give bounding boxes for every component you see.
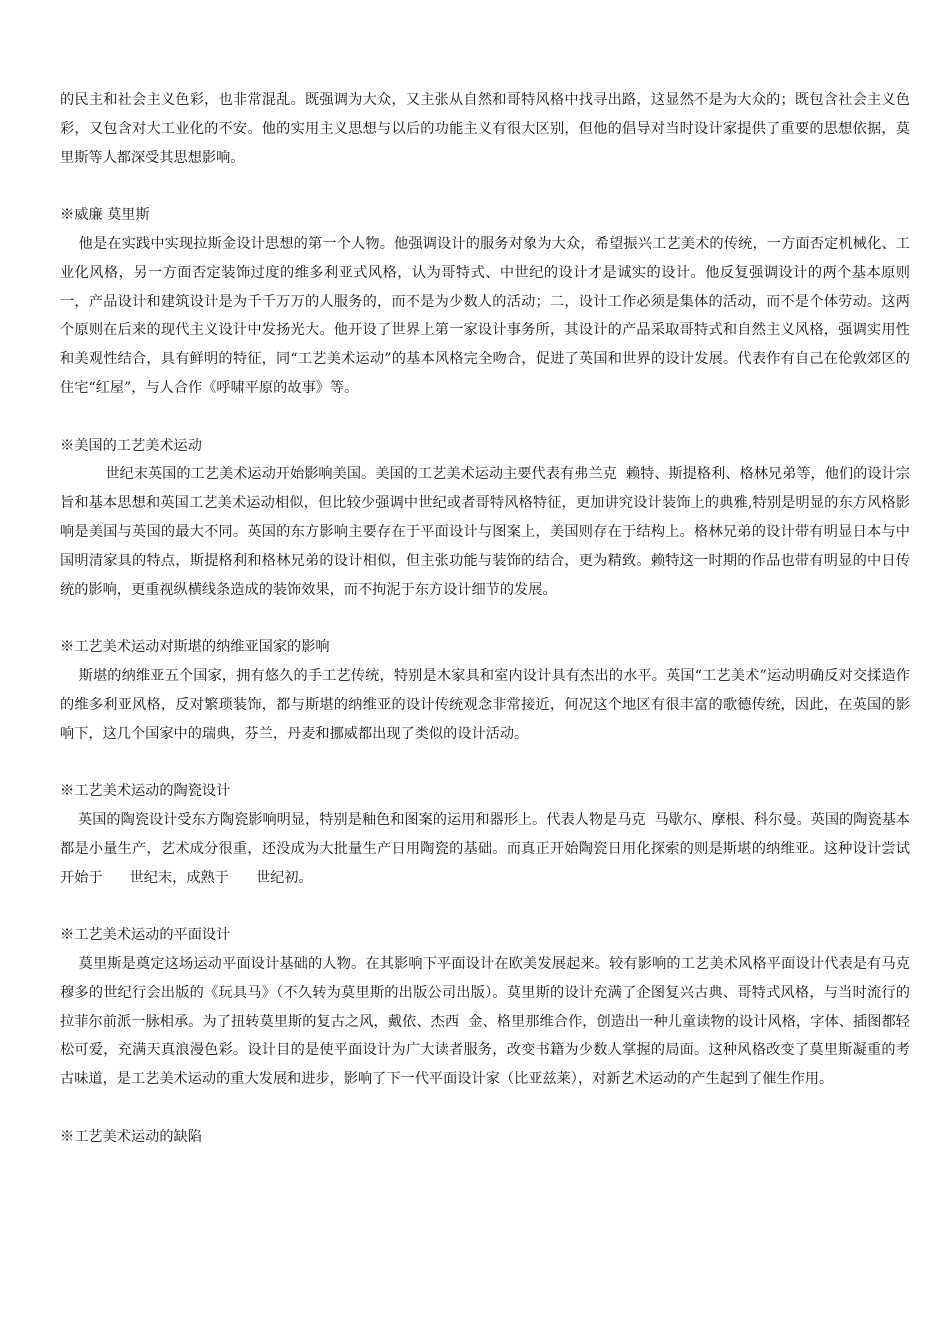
section-heading: ※工艺美术运动的缺陷: [60, 1128, 202, 1145]
document-page: [60, 86, 915, 1151]
intro-paragraph: 的民主和社会主义色彩，也非常混乱。既强调为大众，又主张从自然和哥特风格中找寻出路，这显然不是为大众的；既包含社会主义色彩，又包含对大工业化的不安。他的实用主义思想与以后的功能主义有很大区别，但他的倡导对当时设计家提供了重要的思想依据，莫里斯等人都深受其思想影响。: [60, 92, 910, 166]
section-paragraph: 斯堪的纳维亚五个国家，拥有悠久的手工艺传统，特别是木家具和室内设计具有杰出的水平。英国“工艺美术”运动明确反对交揉造作的维多利亚风格，反对繁琐装饰，都与斯堪的纳维亚的设计传统观念非常接近，何况这个地区有很丰富的歌德传统，因此，在英国的影响下，这几个国家中的瑞典，芬兰，丹麦和挪威都出现了类似的设计活动。: [60, 667, 910, 742]
section-shortcomings: [60, 1123, 910, 1152]
section-paragraph: 他是在实践中实现拉斯金设计思想的第一个人物。他强调设计的服务对象为大众，希望振兴工艺美术的传统，一方面否定机械化、工业化风格，另一方面否定装饰过度的维多利亚式风格，认为哥特式、中世纪的设计才是诚实的设计。他反复强调设计的两个基本原则 一，产品设计和建筑设计是为千千万万的人服务的，而不是为少数人的活动；二，设计工作必须是集体的活动，而不是个体劳动。这两个原则在后来的现代主义设计中发扬光大。他开设了世界上第一家设计事务所，其设计的产品采取哥特式和自然主义风格，强调实用性和美观性结合，具有鲜明的特征，同“工艺美术运动”的基本风格完全吻合，促进了英国和世界的设计发展。代表作有自己在伦敦郊区的住宅“红屋”，与人合作《呼啸平原的故事》等。: [60, 235, 915, 396]
section-gap: [60, 172, 910, 201]
section-gap: [60, 892, 910, 921]
section-heading: ※威廉 莫里斯: [60, 207, 150, 224]
section-paragraph: 世纪末英国的工艺美术运动开始影响美国。美国的工艺美术运动主要代表有弗兰克 赖特、斯提格利、格林兄弟等，他们的设计宗旨和基本思想和英国工艺美术运动相似，但比较少强调中世纪或者哥特风格特征，更加讲究设计装饰上的典雅,特别是明显的东方风格影响是美国与英国的最大不同。英国的东方影响主要存在于平面设计与图案上，美国则存在于结构上。格林兄弟的设计带有明显日本与中国明清家具的特点，斯提格利和格林兄弟的设计相似，但主张功能与装饰的结合，更为精致。赖特这一时期的作品也带有明显的中日传统的影响，更重视纵横线条造成的装饰效果，而不拘泥于东方设计细节的发展。: [60, 466, 910, 598]
section-paragraph: 英国的陶瓷设计受东方陶瓷影响明显，特别是釉色和图案的运用和器形上。代表人物是马克 马歇尔、摩根、科尔曼。英国的陶瓷基本都是小量生产，艺术成分很重，还没成为大批量生产日用陶瓷的基础。而真正开始陶瓷日用化探索的则是斯堪的纳维亚。这种设计尝试开始于 世纪末，成熟于 世纪初。: [60, 811, 910, 886]
section-scandinavia: [60, 633, 910, 748]
section-heading: ※美国的工艺美术运动: [60, 437, 202, 454]
section-heading: ※工艺美术运动的平面设计: [60, 927, 231, 944]
section-morris: [60, 201, 915, 403]
section-gap: [60, 604, 910, 633]
section-graphic-design: [60, 921, 910, 1094]
section-gap: [60, 1094, 910, 1123]
section-gap: [60, 748, 910, 777]
section-us-arts-crafts: [60, 432, 910, 605]
section-paragraph: 莫里斯是奠定这场运动平面设计基础的人物。在其影响下平面设计在欧美发展起来。较有影响的工艺美术风格平面设计代表是有马克穆多的世纪行会出版的《玩具马》（不久转为莫里斯的出版公司出版）。莫里斯的设计充满了企图复兴古典、哥特式风格，与当时流行的拉菲尔前派一脉相承。为了扭转莫里斯的复古之风，戴依、杰西 金、格里那维合作，创造出一种儿童读物的设计风格，字体、插图都轻松可爱，充满天真浪漫色彩。设计目的是使平面设计为广大读者服务，改变书籍为少数人掌握的局面。这种风格改变了莫里斯凝重的考古味道，是工艺美术运动的重大发展和进步，影响了下一代平面设计家（比亚兹莱），对新艺术运动的产生起到了催生作用。: [60, 955, 910, 1088]
section-heading: ※工艺美术运动的陶瓷设计: [60, 783, 231, 800]
section-ceramics: [60, 777, 910, 892]
section-gap: [60, 403, 910, 432]
section-heading: ※工艺美术运动对斯堪的纳维亚国家的影响: [60, 639, 330, 656]
